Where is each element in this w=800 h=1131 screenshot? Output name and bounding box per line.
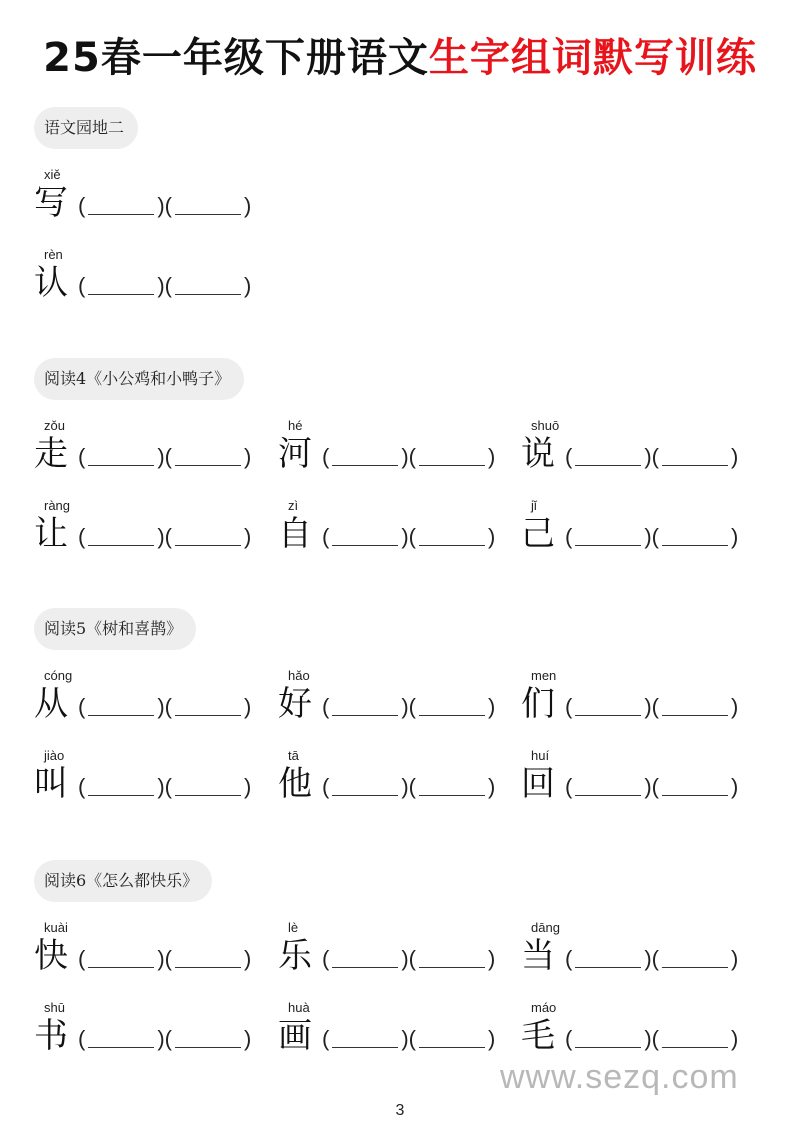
lesson-section: [34, 860, 774, 1056]
hanzi-character: 让: [34, 514, 68, 554]
pinyin-label: zǒu: [44, 418, 65, 433]
hanzi-character: 快: [34, 936, 68, 976]
character-entry: [278, 920, 518, 980]
pinyin-label: ràng: [44, 498, 71, 513]
lesson-section: [34, 358, 774, 554]
fill-in-blank[interactable]: [662, 775, 728, 796]
fill-in-blank[interactable]: [575, 775, 641, 796]
word-blanks: ( )( ): [565, 1026, 739, 1051]
fill-in-blank[interactable]: [575, 525, 641, 546]
character-entry: [278, 498, 518, 558]
pinyin-label: xiě: [44, 167, 61, 182]
fill-in-blank[interactable]: [662, 695, 728, 716]
character-entry: [34, 748, 274, 808]
word-blanks: ( )( ): [78, 273, 252, 298]
section-heading: 阅读4《小公鸡和小鸭子》: [34, 358, 244, 400]
character-entry: [34, 167, 274, 227]
pinyin-label: tā: [288, 748, 299, 763]
fill-in-blank[interactable]: [175, 947, 241, 968]
hanzi-character: 河: [278, 434, 312, 474]
fill-in-blank[interactable]: [88, 775, 154, 796]
pinyin-label: shū: [44, 1000, 65, 1015]
word-blanks: ( )( ): [322, 1026, 496, 1051]
hanzi-character: 好: [278, 684, 312, 724]
fill-in-blank[interactable]: [332, 525, 398, 546]
pinyin-label: hǎo: [288, 668, 310, 683]
fill-in-blank[interactable]: [419, 445, 485, 466]
fill-in-blank[interactable]: [88, 445, 154, 466]
pinyin-label: cóng: [44, 668, 73, 683]
character-row: [34, 167, 794, 227]
fill-in-blank[interactable]: [175, 194, 241, 215]
section-heading: 语文园地二: [34, 107, 138, 149]
pinyin-label: huí: [531, 748, 550, 763]
title-part-red: 生字组词默写训练: [428, 35, 757, 81]
fill-in-blank[interactable]: [332, 695, 398, 716]
pinyin-label: jǐ: [531, 498, 537, 513]
character-row: [34, 920, 794, 980]
fill-in-blank[interactable]: [332, 445, 398, 466]
character-entry: [278, 1000, 518, 1060]
pinyin-label: kuài: [44, 920, 68, 935]
word-blanks: ( )( ): [565, 694, 739, 719]
word-blanks: ( )( ): [78, 444, 252, 469]
fill-in-blank[interactable]: [175, 1027, 241, 1048]
page-number: 3: [395, 1102, 405, 1119]
character-entry: [521, 1000, 761, 1060]
word-blanks: ( )( ): [565, 444, 739, 469]
word-blanks: ( )( ): [322, 694, 496, 719]
hanzi-character: 说: [521, 434, 555, 474]
fill-in-blank[interactable]: [332, 947, 398, 968]
fill-in-blank[interactable]: [175, 695, 241, 716]
character-entry: [521, 498, 761, 558]
word-blanks: ( )( ): [78, 774, 252, 799]
hanzi-character: 从: [34, 684, 68, 724]
word-blanks: ( )( ): [322, 524, 496, 549]
word-blanks: ( )( ): [565, 524, 739, 549]
pinyin-label: máo: [531, 1000, 557, 1015]
character-entry: [521, 418, 761, 478]
hanzi-character: 们: [521, 684, 555, 724]
character-entry: [34, 418, 274, 478]
word-blanks: ( )( ): [78, 193, 252, 218]
fill-in-blank[interactable]: [419, 775, 485, 796]
hanzi-character: 自: [278, 514, 312, 554]
character-entry: [521, 748, 761, 808]
word-blanks: ( )( ): [322, 774, 496, 799]
fill-in-blank[interactable]: [175, 525, 241, 546]
fill-in-blank[interactable]: [662, 525, 728, 546]
fill-in-blank[interactable]: [88, 1027, 154, 1048]
word-blanks: ( )( ): [322, 946, 496, 971]
hanzi-character: 写: [34, 183, 68, 223]
fill-in-blank[interactable]: [88, 695, 154, 716]
fill-in-blank[interactable]: [332, 1027, 398, 1048]
hanzi-character: 当: [521, 936, 555, 976]
hanzi-character: 认: [34, 263, 68, 303]
word-blanks: ( )( ): [565, 946, 739, 971]
lesson-section: [34, 608, 774, 804]
fill-in-blank[interactable]: [88, 194, 154, 215]
pinyin-label: shuō: [531, 418, 560, 433]
word-blanks: ( )( ): [78, 946, 252, 971]
section-heading: 阅读6《怎么都快乐》: [34, 860, 212, 902]
fill-in-blank[interactable]: [575, 695, 641, 716]
fill-in-blank[interactable]: [662, 445, 728, 466]
hanzi-character: 书: [34, 1016, 68, 1056]
fill-in-blank[interactable]: [575, 445, 641, 466]
fill-in-blank[interactable]: [175, 445, 241, 466]
fill-in-blank[interactable]: [419, 695, 485, 716]
character-row: [34, 748, 794, 808]
hanzi-character: 走: [34, 434, 68, 474]
word-blanks: ( )( ): [565, 774, 739, 799]
fill-in-blank[interactable]: [419, 525, 485, 546]
fill-in-blank[interactable]: [88, 947, 154, 968]
pinyin-label: rèn: [44, 247, 63, 262]
hanzi-character: 毛: [521, 1016, 555, 1056]
word-blanks: ( )( ): [78, 1026, 252, 1051]
pinyin-label: dāng: [531, 920, 560, 935]
section-heading: 阅读5《树和喜鹊》: [34, 608, 196, 650]
character-entry: [521, 920, 761, 980]
word-blanks: ( )( ): [78, 524, 252, 549]
character-entry: [278, 668, 518, 728]
fill-in-blank[interactable]: [88, 274, 154, 295]
word-blanks: ( )( ): [78, 694, 252, 719]
fill-in-blank[interactable]: [662, 947, 728, 968]
character-row: [34, 1000, 794, 1060]
watermark-text: www.sezq.com: [500, 1058, 739, 1096]
title-part-black: 25春一年级下册语文: [43, 35, 429, 81]
fill-in-blank[interactable]: [575, 1027, 641, 1048]
pinyin-label: lè: [288, 920, 299, 935]
character-entry: [34, 498, 274, 558]
fill-in-blank[interactable]: [332, 775, 398, 796]
fill-in-blank[interactable]: [575, 947, 641, 968]
hanzi-character: 他: [278, 764, 312, 804]
character-entry: [34, 247, 274, 307]
character-entry: [521, 668, 761, 728]
character-entry: [34, 1000, 274, 1060]
hanzi-character: 己: [521, 514, 555, 554]
pinyin-label: men: [531, 668, 557, 683]
pinyin-label: hé: [288, 418, 303, 433]
hanzi-character: 乐: [278, 936, 312, 976]
fill-in-blank[interactable]: [662, 1027, 728, 1048]
character-row: [34, 247, 794, 307]
page-title: [0, 30, 800, 86]
character-row: [34, 418, 794, 478]
character-entry: [34, 668, 274, 728]
hanzi-character: 叫: [34, 764, 68, 804]
pinyin-label: huà: [288, 1000, 310, 1015]
word-blanks: ( )( ): [322, 444, 496, 469]
character-entry: [34, 920, 274, 980]
lesson-section: [34, 107, 774, 303]
hanzi-character: 画: [278, 1016, 312, 1056]
character-entry: [278, 418, 518, 478]
character-row: [34, 498, 794, 558]
pinyin-label: jiào: [44, 748, 65, 763]
fill-in-blank[interactable]: [419, 947, 485, 968]
fill-in-blank[interactable]: [419, 1027, 485, 1048]
fill-in-blank[interactable]: [175, 274, 241, 295]
fill-in-blank[interactable]: [175, 775, 241, 796]
character-row: [34, 668, 794, 728]
character-entry: [278, 748, 518, 808]
pinyin-label: zì: [288, 498, 299, 513]
fill-in-blank[interactable]: [88, 525, 154, 546]
hanzi-character: 回: [521, 764, 555, 804]
